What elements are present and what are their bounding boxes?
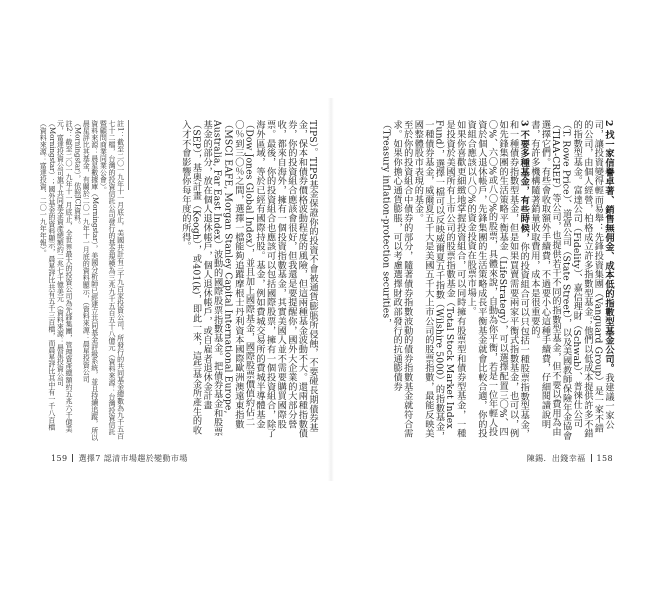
page-number: 158 — [596, 454, 613, 463]
left-page-text — [39, 120, 318, 441]
footnote-1 — [99, 120, 125, 441]
footnote-text: 註1：截至二〇一九年十一月底止，美國共計有三千九百家投資公司，所發行的共同基金總數為九千五百七十二檔，台灣的投資信託公司發行的基金規模為三兆九千五百五十八億元（資料來源：台灣投資信託暨顧問商業同業公會）。 — [99, 120, 125, 440]
right-footer — [527, 453, 613, 464]
paragraph-text: 你的投資組合可以只包括一種股票指數型基金，和一種債券指數型基金，但是如果買賣需要兩家平衡式指數基金，也可以，例如先鋒集團的生活策略平衡基金（LifeStrategy），可以選擇配置三〇%、四〇%、六〇%或八〇%的股票，具體來說，自動為你平衡，若是一位年輕人投資於個人退休帳戶，先鋒集團的生活策略成長平衡基金就會比較合適，你的投資組合應該以八〇%的資金投資在股票市場上。 — [465, 120, 530, 439]
paragraph-text: 至於你的投資組合中債券的部分，隨著債券指數波動的債券指數基金就符合需求。如果你擔心通貨膨脹，可以考慮選擇財政部發行的抗通膨債券（Treasury inflation-protection securities， — [380, 120, 413, 438]
left-body-text — [132, 120, 317, 441]
paragraph-text: 我建議一家公司，讓投資變得輕而易舉：先鋒投資集團（Vanguard Group）是一家不錯的公司，由個人經營，柏格成立許多指數型基金；他們以低成本提供許多不錯的指數型基金。富達公司（Fidelity）、嘉信理財（Schwab）、普徠仕公司（T. Rowe Price）、道富公司（State Street），以及美國教師保險年金協會（TIAA-CREF）等公司，也提供若干不同的指數型基金，但不要以費用為由選擇它們。有些會收取額外手續費，不過要小心這種手續費，仔細閱讀說明書，有許多機構隨著銷量收取費用，成本是很重要的。 — [528, 120, 614, 441]
paragraph-bond-part — [380, 120, 412, 441]
paragraph-few-funds — [465, 120, 529, 441]
footnote-text: 資料來源：晨星數據庫（Morningstar），美國分析師已經建立共同基金評級系統，並且持續追蹤，所以晨星評比其基金，有關於二〇一九年十一月底的資料顯示，（資料來源：晨星投資公司（Morningstar），依照ICI資料。 — [73, 120, 99, 441]
footer-separator — [591, 454, 592, 462]
footer-separator — [72, 454, 73, 462]
section-lead: 3 不要多種基金，有些時候， — [518, 120, 530, 243]
right-page-text — [345, 120, 613, 441]
footnote-text: 註2：截至二〇一九年十一月底止，全世界最大的投資公司為先鋒集團，管理資產總額約五兆六千億美元，富達投資公司旗下共同基金資產總額約二兆七千億美元（資料來源：晨星投資公司（Morningstar）；國外基金的資料顯示，晨星評比共有五千三百檔，而晨星評比其中有一千八百檔（資料來源：富達投資、二〇一九年年報）。 — [39, 120, 73, 433]
left-body-paragraph: TIPS）。TIPS基金保證你的投資不會被通貨膨脹所侵蝕，不要碰長期債券基金，保本和債券價格波動程度的風險，但這兩種基金波動不大。還兩種指數債券，你的投資組合應該會很好，但我還是要提醒你，國外大企業的大部分營收，都來自海外，擁有一個投資指數基金，其實美國人並不需要購買國際股票。最後，你的投資組合也應該可以包括國際股票，擁有一個投資組合，除了海外區域，等於已經有國際持股。基金，例如費城交易所的費城半導體基金（Dow Jones Global Index），並且加上國際基金，國際股票價值約佔二〇％到三〇％之間，選擇一檔能夠追蹤摩根士丹利資本國際歐洲澳遠東指數（MSCI EAFE, Morgan Stanley Capital International Europe, Australia, Far East Index）波動的國際股票指數基金。把債券基金和股票基金的部分，放在個人退休帳戶，個人退休帳戶，或自雇者退休金計畫（SEP），基奧計畫（Keogh），或401(k)，即此一來，這些基金所產生的收入才不會影響你每年度的所得。 — [179, 120, 318, 438]
book-spread — [37, 98, 623, 481]
left-footer — [51, 453, 188, 464]
paragraph-text: 如果你喜歡更細緻地掌握投資組合，可以同時擁有股票型和債券型基金，一種是投資於美國所有上市公司的股票指數基金（Total Stock Market Index Fund），選擇一檔可以反映威爾夏五千指數（Wilshire 5000）的指數基金，一種債券基金，威爾夏五千大是美國五千大上市公司的股票指數，最能反映美國整體股市表現的基金。 — [412, 120, 466, 441]
running-head: 陳錫．出錢幸福 — [526, 454, 586, 463]
paragraph-stock-bond — [412, 120, 465, 441]
page-number: 159 — [51, 454, 68, 463]
right-page — [335, 98, 623, 481]
right-body-text — [345, 120, 613, 441]
section-lead: 2 找一家信譽卓著、銷售無佣金、成本低的指數型基金公司。 — [603, 120, 614, 373]
footnote-2 — [39, 120, 73, 441]
running-head: 選擇7 認清市場趨於變動市場 — [78, 454, 188, 463]
footnote-divider — [128, 120, 129, 190]
footnote-source — [73, 120, 99, 441]
paragraph-fund-company — [528, 120, 613, 441]
left-page — [37, 98, 327, 481]
book-gutter — [328, 98, 334, 481]
